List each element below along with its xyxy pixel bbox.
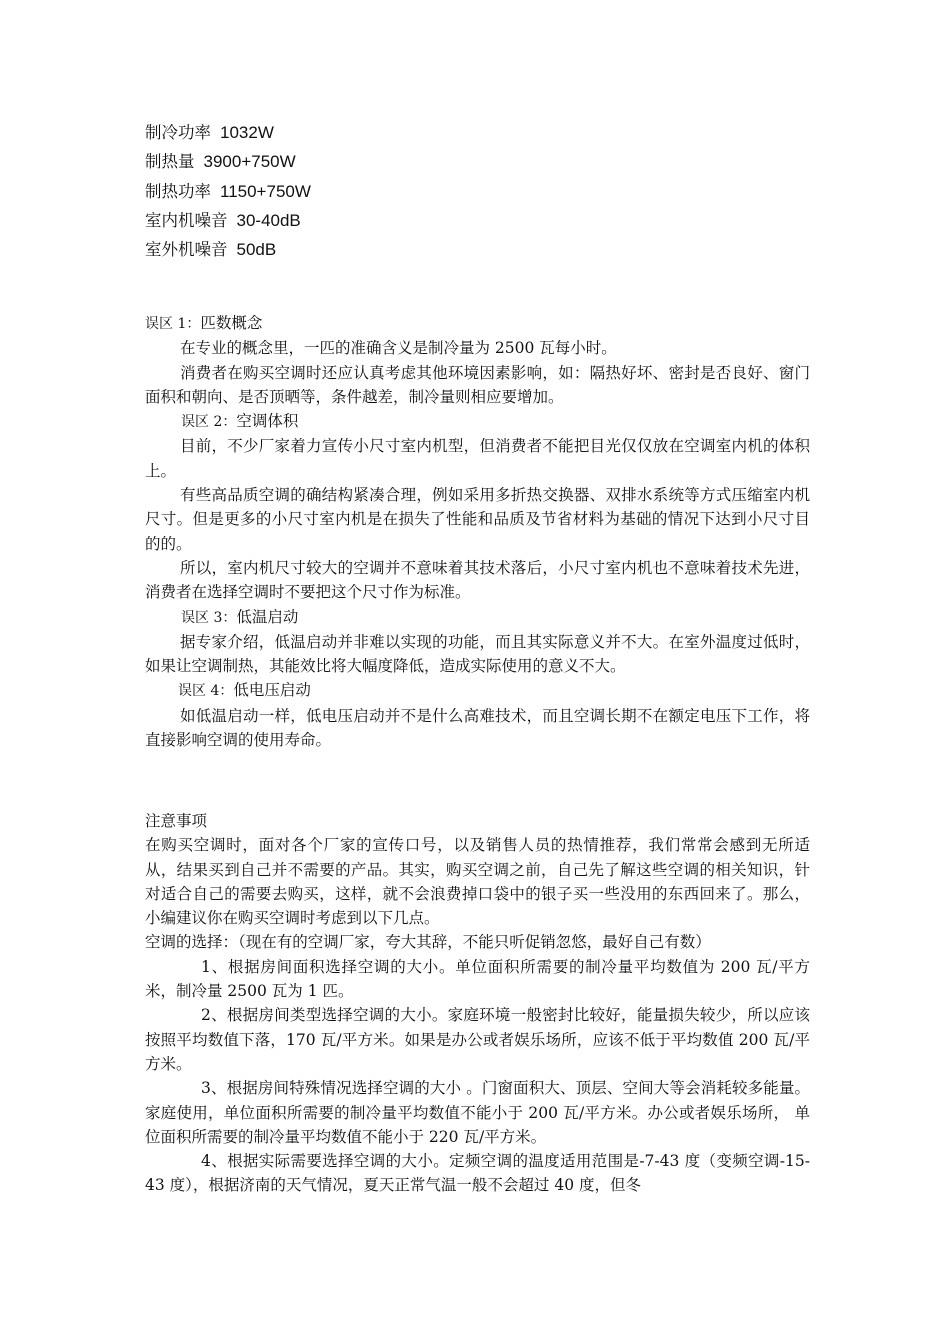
spec-label: 制热量 — [145, 152, 195, 172]
spec-label: 制冷功率 — [145, 123, 211, 142]
heading-label: 误区 1： — [145, 316, 201, 332]
misunderstandings-section — [145, 311, 810, 752]
heading-label: 误区 2： — [181, 414, 237, 431]
spec-label: 室外机噪音 — [145, 240, 228, 260]
spec-value: 1032W — [220, 123, 274, 142]
list-item: 3、根据房间特殊情况选择空调的大小 。门窗面积大、顶层、空间大等会消耗较多能量。家庭使用，单位面积所需要的制冷量平均数值不能小于 200 瓦/平方米。办公或者娱乐场所， 单位面积所需要的制冷量平均数值不能小于 220 瓦/平方米。 — [145, 1079, 810, 1146]
spec-value: 50dB — [236, 240, 277, 260]
notes-heading: 注意事项 — [145, 812, 208, 830]
spec-label: 室内机噪音 — [145, 210, 228, 230]
paragraph: 目前，不少厂家着力宣传小尺寸室内机型，但消费者不能把目光仅仅放在空调室内机的体积上。 — [145, 437, 810, 480]
paragraph: 如低温启动一样，低电压启动并不是什么高难技术，而且空调长期不在额定电压下工作，将直接影响空调的使用寿命。 — [145, 706, 810, 750]
spec-value: 3900+750W — [203, 152, 296, 172]
section-heading — [145, 311, 810, 336]
heading-title: 空调体积 — [236, 412, 299, 431]
section-heading — [145, 605, 810, 630]
section-heading — [145, 409, 810, 434]
spec-label: 制热功率 — [145, 181, 211, 201]
notes-section — [145, 809, 810, 1198]
spec-value: 1150+750W — [220, 181, 311, 201]
paragraph: 在专业的概念里，一匹的准确含义是制冷量为 2500 瓦每小时。 — [180, 339, 617, 358]
paragraph: 空调的选择：（现在有的空调厂家，夸大其辞，不能只听促销忽悠，最好自己有数） — [145, 933, 711, 952]
spec-row — [145, 235, 665, 264]
heading-label: 误区 3： — [181, 609, 237, 626]
spec-value: 30-40dB — [236, 210, 301, 230]
paragraph: 所以，室内机尺寸较大的空调并不意味着其技术落后，小尺寸室内机也不意味着技术先进，消费者在选择空调时不要把这个尺寸作为标准。 — [145, 558, 810, 602]
heading-label: 误区 4： — [178, 683, 234, 700]
list-item: 2、根据房间类型选择空调的大小。家庭环境一般密封比较好，能量损失较少，所以应该按照平均数值下落，170 瓦/平方米。如果是办公或者娱乐场所，应该不低于平均数值 200 瓦/平方米。 — [145, 1006, 810, 1073]
spec-row — [145, 206, 665, 235]
list-item: 4、根据实际需要选择空调的大小。定频空调的温度适用范围是-7-43 度（变频空调-15-43 度），根据济南的天气情况，夏天正常气温一般不会超过 40 度，但冬 — [145, 1152, 810, 1195]
spec-row — [145, 177, 665, 206]
list-item: 1、根据房间面积选择空调的大小。单位面积所需要的制冷量平均数值为 200 瓦/平方米，制冷量 2500 瓦为 1 匹。 — [145, 957, 810, 1001]
heading-title: 低温启动 — [236, 607, 299, 626]
spec-row — [145, 147, 665, 176]
spec-list — [145, 118, 665, 264]
spec-row — [145, 118, 665, 147]
heading-title: 匹数概念 — [200, 314, 263, 332]
heading-title: 低电压启动 — [233, 681, 311, 700]
paragraph: 据专家介绍，低温启动并非难以实现的功能，而且其实际意义并不大。在室外温度过低时，如果让空调制热，其能效比将大幅度降低，造成实际使用的意义不大。 — [145, 632, 810, 676]
paragraph: 在购买空调时，面对各个厂家的宣传口号，以及销售人员的热情推荐，我们常常会感到无所适从，结果买到自己并不需要的产品。其实，购买空调之前，自己先了解这些空调的相关知识，针对适合自己的需要去购买，这样，就不会浪费掉口袋中的银子买一些没用的东西回来了。那么，小编建议你在购买空调时考虑到以下几点。 — [145, 836, 810, 928]
paragraph: 有些高品质空调的确结构紧凑合理，例如采用多折热交换器、双排水系统等方式压缩室内机尺寸。但是更多的小尺寸室内机是在损失了性能和品质及节省材料为基础的情况下达到小尺寸目的的。 — [145, 486, 810, 553]
paragraph: 消费者在购买空调时还应认真考虑其他环境因素影响，如：隔热好坏、密封是否良好、窗门面积和朝向、是否顶晒等，条件越差，制冷量则相应要增加。 — [145, 363, 810, 406]
section-heading — [145, 678, 810, 703]
